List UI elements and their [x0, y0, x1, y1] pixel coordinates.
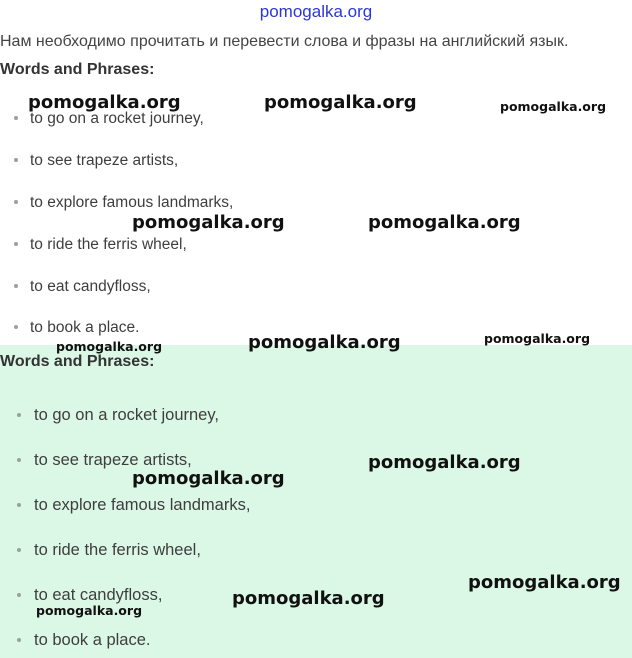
- section-heading-bottom: Words and Phrases:: [0, 353, 155, 370]
- list-item-text: to ride the ferris wheel,: [34, 541, 201, 559]
- bullet-icon: [17, 413, 21, 417]
- bullet-icon: [17, 548, 21, 552]
- list-item: [17, 541, 201, 560]
- bullet-icon: [17, 638, 21, 642]
- watermark: pomogalka.org: [36, 603, 143, 618]
- bullet-icon: [17, 503, 21, 507]
- list-item-text: to see trapeze artists,: [30, 152, 179, 169]
- bullet-icon: [14, 158, 18, 162]
- list-item-text: to ride the ferris wheel,: [30, 236, 187, 253]
- list-item: [14, 319, 139, 337]
- list-item-text: to explore famous landmarks,: [34, 496, 251, 514]
- bullet-icon: [17, 593, 21, 597]
- intro-text: Нам необходимо прочитать и перевести слова и фразы на английский язык.: [0, 33, 569, 50]
- list-item: [17, 631, 151, 650]
- watermark: pomogalka.org: [232, 588, 385, 609]
- list-item-text: to book a place.: [30, 319, 140, 336]
- list-item: [14, 152, 178, 170]
- site-header-link[interactable]: pomogalka.org: [259, 2, 373, 21]
- watermark: pomogalka.org: [468, 572, 621, 593]
- list-item-text: to eat candyfloss,: [30, 278, 151, 295]
- watermark: pomogalka.org: [56, 339, 163, 354]
- list-item-text: to explore famous landmarks,: [30, 194, 234, 211]
- watermark: pomogalka.org: [28, 92, 181, 113]
- watermark: pomogalka.org: [132, 468, 285, 489]
- watermark: pomogalka.org: [484, 331, 591, 346]
- list-item: [14, 278, 151, 296]
- list-item-text: to go on a rocket journey,: [34, 406, 219, 424]
- list-item-text: to go on a rocket journey,: [30, 110, 204, 127]
- watermark: pomogalka.org: [368, 212, 521, 233]
- list-item: [14, 194, 233, 212]
- bullet-icon: [17, 458, 21, 462]
- section-heading-top: Words and Phrases:: [0, 61, 155, 78]
- list-item-text: to eat candyfloss,: [34, 586, 163, 604]
- bullet-icon: [14, 116, 18, 120]
- watermark: pomogalka.org: [264, 92, 417, 113]
- list-item-text: to see trapeze artists,: [34, 451, 192, 469]
- list-item: [17, 496, 250, 515]
- watermark: pomogalka.org: [500, 99, 607, 114]
- list-item: [17, 406, 219, 425]
- bullet-icon: [14, 242, 18, 246]
- watermark: pomogalka.org: [248, 332, 401, 353]
- list-item-text: to book a place.: [34, 631, 151, 649]
- watermark: pomogalka.org: [132, 212, 285, 233]
- list-item: [14, 236, 187, 254]
- bullet-icon: [14, 325, 18, 329]
- watermark: pomogalka.org: [368, 452, 521, 473]
- bullet-icon: [14, 200, 18, 204]
- bullet-icon: [14, 284, 18, 288]
